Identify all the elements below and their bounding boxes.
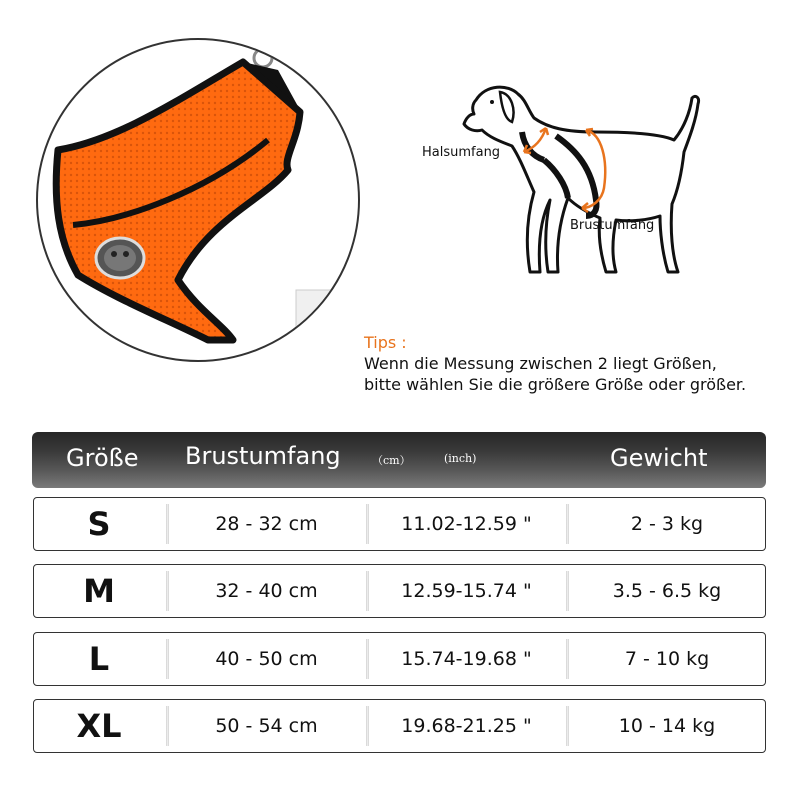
harness-photo	[36, 38, 360, 362]
weight-cell: 7 - 10 kg	[624, 648, 710, 670]
header-size: Größe	[66, 444, 139, 472]
chest-cm-cell: 32 - 40 cm	[215, 580, 318, 602]
chest-cm-cell: 50 - 54 cm	[215, 715, 318, 737]
dog-measurement-diagram	[416, 70, 716, 290]
brand-badge-icon	[96, 238, 144, 278]
chest-inch-cell: 11.02-12.59 "	[401, 513, 532, 535]
table-row	[33, 497, 766, 551]
size-cell: L	[88, 640, 110, 678]
weight-cell: 2 - 3 kg	[630, 513, 704, 535]
weight-cell: 10 - 14 kg	[618, 715, 716, 737]
size-cell: S	[87, 505, 111, 543]
size-cell: M	[83, 572, 115, 610]
tips-line-1: Wenn die Messung zwischen 2 liegt Größen,	[364, 354, 717, 373]
weight-cell: 3.5 - 6.5 kg	[612, 580, 722, 602]
chest-cm-cell: 28 - 32 cm	[215, 513, 318, 535]
header-chest: Brustumfang	[185, 442, 341, 470]
chest-inch-cell: 19.68-21.25 "	[401, 715, 532, 737]
neck-girth-label: Halsumfang	[422, 145, 501, 160]
table-row	[33, 632, 766, 686]
harness-image	[38, 40, 358, 360]
dog-outline	[416, 70, 716, 290]
header-cm-unit: （cm）	[372, 454, 411, 467]
table-row	[33, 564, 766, 618]
tips-title: Tips :	[364, 333, 407, 352]
chest-inch-cell: 15.74-19.68 "	[401, 648, 532, 670]
size-table-header	[32, 432, 766, 488]
table-row	[33, 699, 766, 753]
header-weight: Gewicht	[610, 444, 708, 472]
chest-cm-cell: 40 - 50 cm	[215, 648, 318, 670]
chest-inch-cell: 12.59-15.74 "	[401, 580, 532, 602]
size-cell: XL	[76, 707, 122, 745]
tips-line-2: bitte wählen Sie die größere Größe oder größer.	[364, 375, 747, 394]
chest-girth-label: Brustumfang	[570, 218, 655, 233]
header-inch-unit: (inch)	[444, 452, 477, 465]
